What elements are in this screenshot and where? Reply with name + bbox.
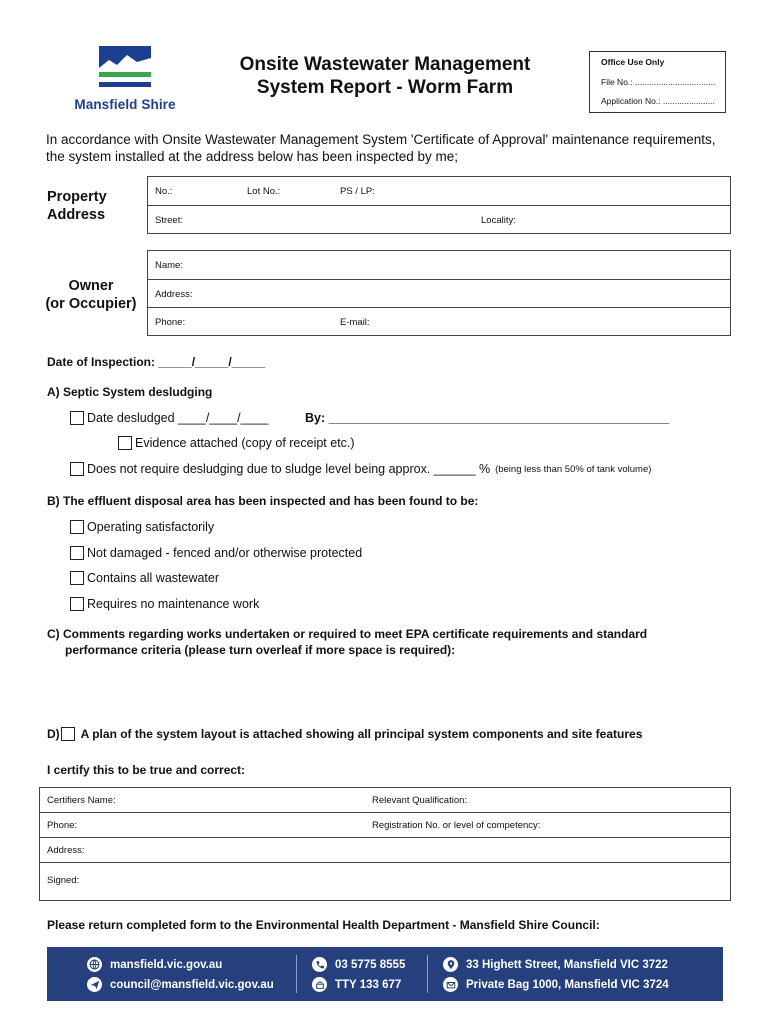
footer-divider-2	[427, 955, 428, 993]
location-pin-icon	[443, 957, 458, 972]
section-c-line-2: performance criteria (please turn overleaf if more space is required):	[65, 643, 456, 657]
title-line-1: Onsite Wastewater Management	[239, 54, 531, 75]
footer-tty-text: TTY 133 677	[335, 978, 402, 991]
section-a-heading: A) Septic System desludging	[47, 385, 213, 399]
effluent-option-1	[70, 520, 214, 534]
property-row-2	[148, 206, 730, 234]
application-no-field[interactable]: Application No.: ......................	[601, 96, 715, 106]
section-d-label: A plan of the system layout is attached showing all principal system components and site features	[80, 727, 643, 741]
footer-phone[interactable]	[312, 957, 405, 972]
effluent-label-4: Requires no maintenance work	[87, 597, 260, 611]
office-use-box	[589, 51, 726, 113]
contact-footer	[47, 947, 723, 1001]
not-required-label: Does not require desludging due to sludge level being approx. ______ %	[87, 462, 491, 476]
certifier-row-3	[40, 838, 730, 863]
plan-attached-checkbox[interactable]	[61, 727, 75, 741]
tty-icon	[312, 977, 327, 992]
date-desludged-checkbox[interactable]	[70, 411, 84, 425]
owner-address-field[interactable]: Address:	[155, 289, 193, 300]
effluent-option-4	[70, 597, 259, 611]
title-line-2: System Report - Worm Farm	[256, 77, 514, 98]
owner-name-field[interactable]: Name:	[155, 260, 183, 271]
effluent-checkbox-2[interactable]	[70, 546, 84, 560]
footer-website-text: mansfield.vic.gov.au	[110, 958, 223, 971]
property-ps-lp-field[interactable]: PS / LP:	[340, 186, 375, 197]
logo-org-name: Mansfield Shire	[74, 97, 176, 112]
footer-postal-text: Private Bag 1000, Mansfield VIC 3724	[466, 978, 669, 991]
section-d-prefix: D)	[47, 727, 60, 741]
evidence-option	[118, 436, 355, 450]
property-street-field[interactable]: Street:	[155, 215, 183, 226]
logo-mountain-icon	[99, 46, 151, 94]
footer-email[interactable]	[87, 977, 274, 992]
property-label-1: Property	[47, 189, 107, 205]
effluent-option-2	[70, 546, 362, 560]
not-required-note: (being less than 50% of tank volume)	[495, 463, 652, 475]
property-locality-field[interactable]: Locality:	[481, 215, 516, 226]
property-label-2: Address	[47, 207, 106, 223]
owner-email-field[interactable]: E-mail:	[340, 317, 370, 328]
section-c-heading	[47, 626, 647, 658]
owner-phone-field[interactable]: Phone:	[155, 317, 186, 328]
section-d-row	[47, 727, 642, 741]
envelope-icon	[443, 977, 458, 992]
date-desludged-option	[70, 411, 268, 425]
evidence-label: Evidence attached (copy of receipt etc.)	[135, 436, 355, 450]
property-no-field[interactable]: No.:	[155, 186, 173, 197]
certify-statement: I certify this to be true and correct:	[47, 763, 246, 777]
file-no-field[interactable]: File No.: ..................................	[601, 77, 716, 87]
effluent-label-2: Not damaged - fenced and/or otherwise protected	[87, 546, 363, 560]
desludged-by-field[interactable]: By: _________________________________________________	[305, 411, 670, 425]
qualification-field[interactable]: Relevant Qualification:	[372, 795, 468, 806]
page-title	[205, 53, 565, 99]
footer-website[interactable]	[87, 957, 222, 972]
inspection-date-field[interactable]: Date of Inspection: _____/_____/_____	[47, 355, 266, 369]
certifier-phone-field[interactable]: Phone:	[47, 820, 78, 831]
registration-field[interactable]: Registration No. or level of competency:	[372, 820, 541, 831]
section-c-line-1: C) Comments regarding works undertaken or required to meet EPA certificate requirements and standard	[47, 627, 648, 641]
property-row-1	[148, 177, 730, 206]
phone-icon	[312, 957, 327, 972]
owner-row-2	[148, 280, 730, 308]
effluent-option-3	[70, 571, 219, 585]
footer-email-text: council@mansfield.vic.gov.au	[110, 978, 274, 991]
effluent-label-1: Operating satisfactorily	[87, 520, 215, 534]
send-icon	[87, 977, 102, 992]
property-lot-field[interactable]: Lot No.:	[247, 186, 281, 197]
effluent-checkbox-3[interactable]	[70, 571, 84, 585]
certifier-row-1	[40, 788, 730, 813]
not-required-checkbox[interactable]	[70, 462, 84, 476]
footer-street	[443, 957, 668, 972]
footer-divider-1	[296, 955, 297, 993]
return-note: Please return completed form to the Environmental Health Department - Mansfield Shire Council:	[47, 918, 600, 932]
footer-postal	[443, 977, 669, 992]
owner-box	[147, 250, 731, 336]
not-required-option	[70, 462, 651, 476]
footer-tty[interactable]	[312, 977, 401, 992]
certifier-box	[39, 787, 731, 901]
owner-row-3	[148, 308, 730, 336]
effluent-label-3: Contains all wastewater	[87, 571, 220, 585]
owner-row-1	[148, 251, 730, 280]
property-address-box	[147, 176, 731, 234]
certifier-address-field[interactable]: Address:	[47, 845, 85, 856]
section-b-heading: B) The effluent disposal area has been inspected and has been found to be:	[47, 494, 479, 508]
certifier-row-4	[40, 863, 730, 901]
evidence-checkbox[interactable]	[118, 436, 132, 450]
comments-area[interactable]	[47, 664, 731, 720]
effluent-checkbox-4[interactable]	[70, 597, 84, 611]
property-address-label	[47, 188, 107, 224]
globe-icon	[87, 957, 102, 972]
intro-text: In accordance with Onsite Wastewater Management System 'Certificate of Approval' maintenance requirements, the system installed at the address below has been inspected by me;	[46, 132, 716, 164]
certifier-row-2	[40, 813, 730, 838]
office-use-heading: Office Use Only	[601, 57, 665, 67]
signed-field[interactable]: Signed:	[47, 875, 80, 886]
owner-label	[41, 277, 141, 313]
owner-label-1: Owner	[68, 278, 114, 294]
date-desludged-label: Date desludged ____/____/____	[87, 411, 269, 425]
footer-street-text: 33 Highett Street, Mansfield VIC 3722	[466, 958, 668, 971]
effluent-checkbox-1[interactable]	[70, 520, 84, 534]
footer-phone-text: 03 5775 8555	[335, 958, 406, 971]
certifier-name-field[interactable]: Certifiers Name:	[47, 795, 116, 806]
owner-label-2: (or Occupier)	[45, 296, 137, 312]
